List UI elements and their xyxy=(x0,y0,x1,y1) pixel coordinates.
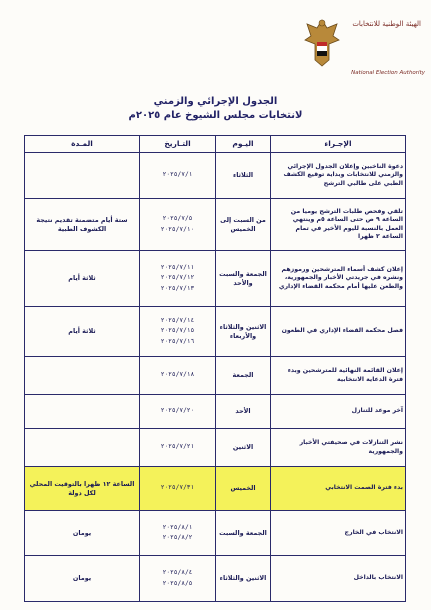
date-value: ٢٠٢٥/٧/١٥ xyxy=(160,327,195,335)
date-cell xyxy=(140,511,216,556)
day-cell: الأحد xyxy=(216,395,271,429)
date-value: ٢٠٢٥/٧/٣١ xyxy=(160,484,195,492)
header-date: التـاريخ xyxy=(140,136,216,153)
duration-cell xyxy=(25,429,140,467)
table-row xyxy=(25,307,406,357)
date-value: ٢٠٢٥/٧/٥ xyxy=(162,215,193,223)
date-value: ٢٠٢٥/٧/١٨ xyxy=(160,371,195,379)
date-value: ٢٠٢٥/٧/٢٠ xyxy=(160,407,195,415)
header-day: اليـوم xyxy=(216,136,271,153)
header-duration: المـدة xyxy=(25,136,140,153)
date-value: ٢٠٢٥/٧/١١ xyxy=(160,263,195,271)
duration-cell xyxy=(25,357,140,395)
procedure-cell: الانتخاب بالداخل xyxy=(271,556,406,602)
date-value: ٢٠٢٥/٧/١ xyxy=(162,171,193,179)
date-value: ٢٠٢٥/٧/١٣ xyxy=(160,284,195,292)
procedure-cell: دعوة الناخبين وإعلان الجدول الإجرائي والزمني للانتخابات وبداية توقيع الكشف الطبي على طالبي الترشح xyxy=(271,153,406,199)
procedure-cell: الانتخاب في الخارج xyxy=(271,511,406,556)
date-value: ٢٠٢٥/٨/٤ xyxy=(162,569,193,577)
date-value: ٢٠٢٥/٨/٥ xyxy=(162,579,193,587)
date-value: ٢٠٢٥/٧/١٦ xyxy=(160,337,195,345)
procedure-cell: إعلان كشف أسماء المترشحين ورموزهم ونشره في جريدتي الأخبار والجمهورية، والطعن عليها أمام محكمة القضاء الإداري xyxy=(271,251,406,307)
procedure-cell: فصل محكمة القضاء الإداري في الطعون xyxy=(271,307,406,357)
date-value: ٢٠٢٥/٧/١٢ xyxy=(160,274,195,282)
date-cell xyxy=(140,556,216,602)
duration-cell: ثلاثة أيام xyxy=(25,307,140,357)
table-row xyxy=(25,511,406,556)
date-cell xyxy=(140,153,216,199)
duration-cell: ستة أيام متضمنة تقديم نتيجة الكشوف الطبية xyxy=(25,199,140,251)
eagle-emblem-icon xyxy=(303,14,341,72)
date-value: ٢٠٢٥/٨/٢ xyxy=(162,534,193,541)
duration-cell: يومان xyxy=(25,556,140,602)
day-cell: الثلاثاء xyxy=(216,153,271,199)
duration-cell xyxy=(25,395,140,429)
date-cell xyxy=(140,251,216,307)
logo-arabic-text: الهيئة الوطنية للانتخابات xyxy=(352,20,421,28)
day-cell: الخميس xyxy=(216,467,271,511)
logo-english-text: National Election Authority xyxy=(351,70,425,76)
table-row xyxy=(25,556,406,602)
duration-cell xyxy=(25,153,140,199)
table-row xyxy=(25,199,406,251)
page-subtitle: لانتخابات مجلس الشيوخ عام ٢٠٢٥م xyxy=(128,110,303,121)
day-cell: الاثنين والثلاثاء xyxy=(216,556,271,602)
date-cell xyxy=(140,307,216,357)
date-cell xyxy=(140,199,216,251)
duration-cell: الساعة ١٢ ظهرا بالتوقيت المحلي لكل دولة xyxy=(25,467,140,511)
table-row xyxy=(25,251,406,307)
day-cell: الاثنين xyxy=(216,429,271,467)
day-cell: الجمعة xyxy=(216,357,271,395)
table-row xyxy=(25,153,406,199)
date-cell xyxy=(140,429,216,467)
procedure-cell: إعلان القائمة النهائية للمترشحين وبدء فترة الدعاية الانتخابية xyxy=(271,357,406,395)
day-cell: من السبت إلى الخميس xyxy=(216,199,271,251)
procedure-cell: تلقي وفحص طلبات الترشح يوميا من الساعة ٩ ص حتى الساعة ٥م وينتهي العمل بالنسبة لليوم الأخير في تمام الساعة ٢ ظهرا xyxy=(271,199,406,251)
header-procedure: الإجـراء xyxy=(271,136,406,153)
table-header-row xyxy=(25,136,406,153)
table-row xyxy=(25,395,406,429)
procedure-cell: نشر التنازلات في صحيفتي الأخبار والجمهورية xyxy=(271,429,406,467)
day-cell: الاثنين والثلاثاء والأربعاء xyxy=(216,307,271,357)
date-cell xyxy=(140,395,216,429)
day-cell: الجمعة والسبت والأحد xyxy=(216,251,271,307)
table-row xyxy=(25,357,406,395)
table-row-highlighted xyxy=(25,467,406,511)
day-cell: الجمعة والسبت xyxy=(216,511,271,556)
date-cell xyxy=(140,467,216,511)
date-cell xyxy=(140,357,216,395)
date-value: ٢٠٢٥/٧/١٠ xyxy=(160,225,195,233)
page-title: الجدول الإجرائي والزمني xyxy=(153,96,278,107)
date-value: ٢٠٢٥/٧/١٤ xyxy=(160,316,195,324)
table-row xyxy=(25,429,406,467)
procedure-cell: بدء فترة الصمت الانتخابي xyxy=(271,467,406,511)
date-value: ٢٠٢٥/٨/١ xyxy=(162,523,193,531)
schedule-table xyxy=(24,135,406,602)
duration-cell: يومان xyxy=(25,511,140,556)
date-value: ٢٠٢٥/٧/٢١ xyxy=(160,443,195,451)
duration-cell: ثلاثة أيام xyxy=(25,251,140,307)
procedure-cell: آخر موعد للتنازل xyxy=(271,395,406,429)
